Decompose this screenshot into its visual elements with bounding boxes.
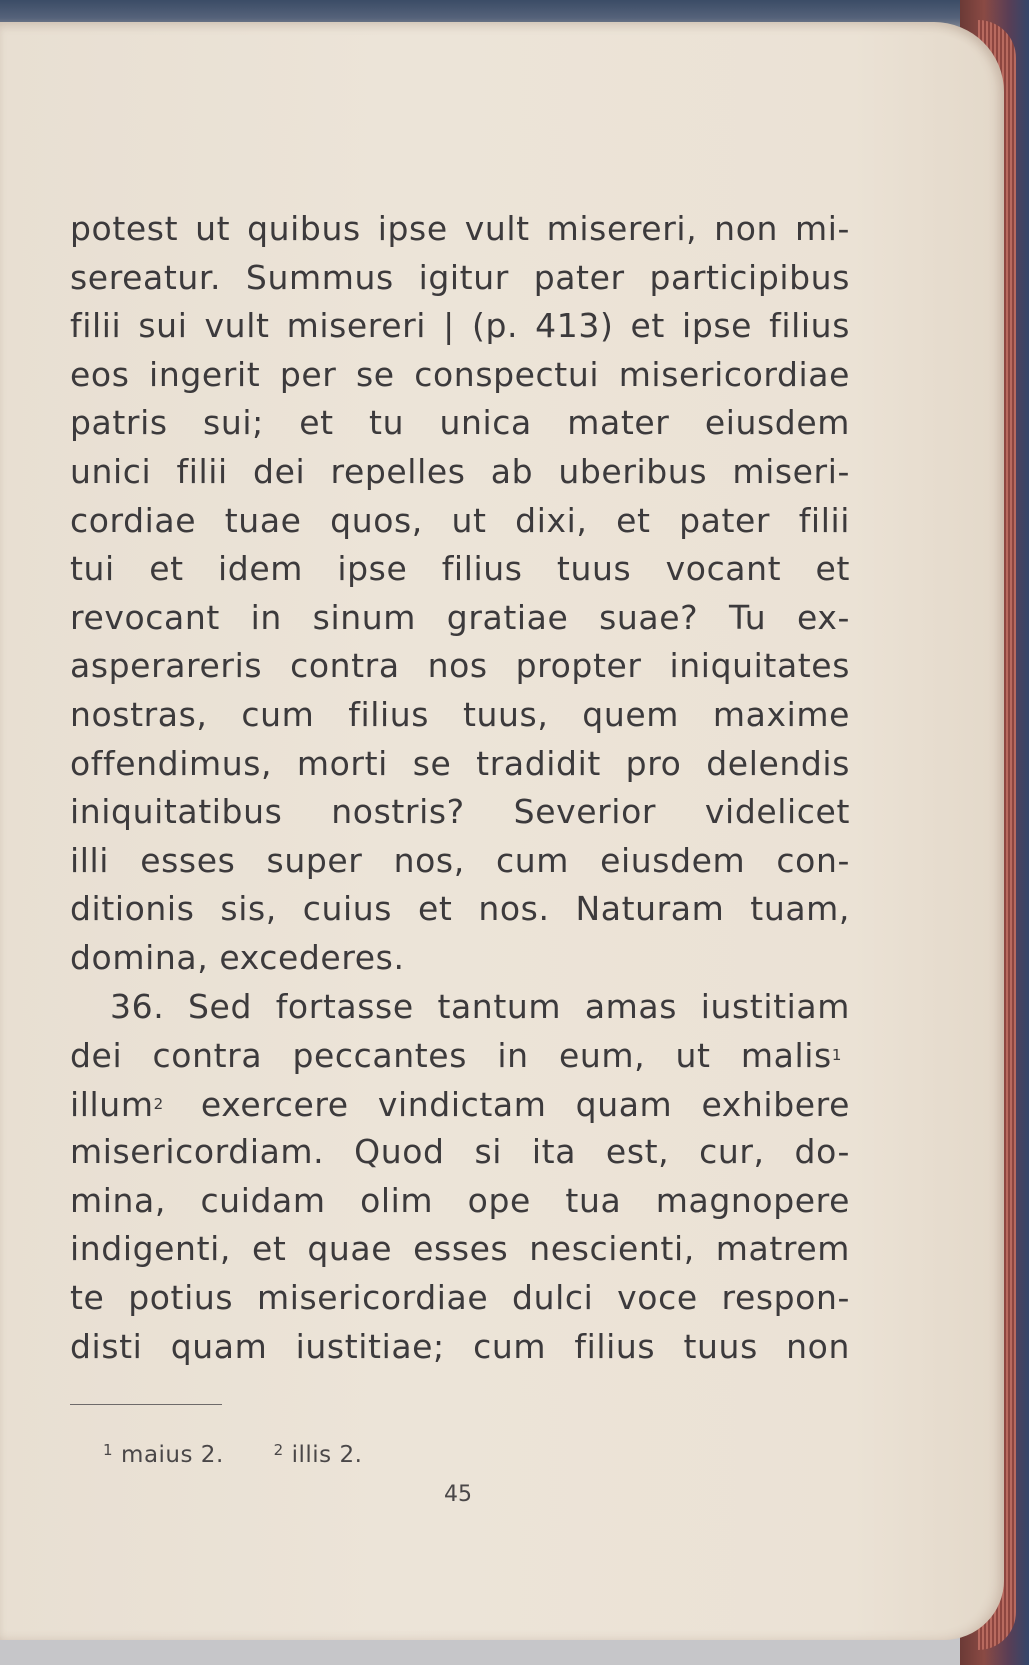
footnotes xyxy=(103,1441,404,1468)
text-line: iniquitatibus nostris? Severior videlicet xyxy=(70,792,850,832)
text-line: potest ut quibus ipse vult misereri, non mi- xyxy=(70,209,850,248)
text-line: illi esses super nos, cum eiusdem con- xyxy=(70,840,850,880)
text-line: nostras, cum filius tuus, quem maxime xyxy=(70,694,850,734)
footnote-mark: 1 xyxy=(831,1046,842,1065)
text-line-with-footnote xyxy=(70,1080,850,1129)
text-line: unici filii dei repelles ab uberibus miseri- xyxy=(70,451,850,491)
footnote-rule xyxy=(70,1404,222,1405)
text-line: ditionis sis, cuius et nos. Naturam tuam, xyxy=(70,889,850,929)
text-fragment: dei contra peccantes in eum, ut malis xyxy=(70,1036,832,1076)
text-line: asperareris contra nos propter iniquitates xyxy=(70,646,850,686)
footnote-mark: 2 xyxy=(153,1094,164,1113)
footnote-number: 1 xyxy=(103,1441,114,1459)
text-line: cordiae tuae quos, ut dixi, et pater filii xyxy=(70,500,850,540)
text-line: tui et idem ipse filius tuus vocant et xyxy=(70,549,850,589)
text-line: te potius misericordiae dulci voce respon- xyxy=(70,1278,850,1318)
scan-background-bottom xyxy=(0,1638,1029,1665)
text-line: mina, cuidam olim ope tua magnopere xyxy=(70,1180,850,1220)
body-text xyxy=(70,205,850,1371)
text-line-with-footnote xyxy=(70,1031,850,1080)
text-line: domina, excederes. xyxy=(70,937,405,977)
page-number: 45 xyxy=(444,1482,472,1507)
book-page xyxy=(0,22,1004,1640)
footnote-2 xyxy=(274,1441,363,1468)
text-line: misericordiam. Quod si ita est, cur, do- xyxy=(70,1132,850,1172)
text-line: disti quam iustitiae; cum filius tuus non xyxy=(70,1326,850,1366)
footnote-text: illis 2. xyxy=(291,1442,363,1468)
text-line: eos ingerit per se conspectui misericordiae xyxy=(70,354,850,394)
text-fragment: exercere vindictam quam exhibere xyxy=(200,1084,850,1124)
text-line: indigenti, et quae esses nescienti, matrem xyxy=(70,1229,850,1269)
text-line: offendimus, morti se tradidit pro delendis xyxy=(70,743,850,783)
text-fragment-word: illum xyxy=(70,1084,154,1124)
footnote-1 xyxy=(103,1441,224,1468)
text-fragment xyxy=(70,1085,172,1124)
text-line: patris sui; et tu unica mater eiusdem xyxy=(70,403,850,443)
text-line: revocant in sinum gratiae suae? Tu ex- xyxy=(70,597,850,637)
footnote-number: 2 xyxy=(273,1441,284,1459)
footnote-text: maius 2. xyxy=(121,1442,224,1468)
text-line: sereatur. Summus igitur pater participibus xyxy=(70,257,850,297)
paragraph-start-line: 36. Sed fortasse tantum amas iustitiam xyxy=(110,986,850,1026)
text-line: filii sui vult misereri | (p. 413) et ipse filius xyxy=(70,306,850,346)
